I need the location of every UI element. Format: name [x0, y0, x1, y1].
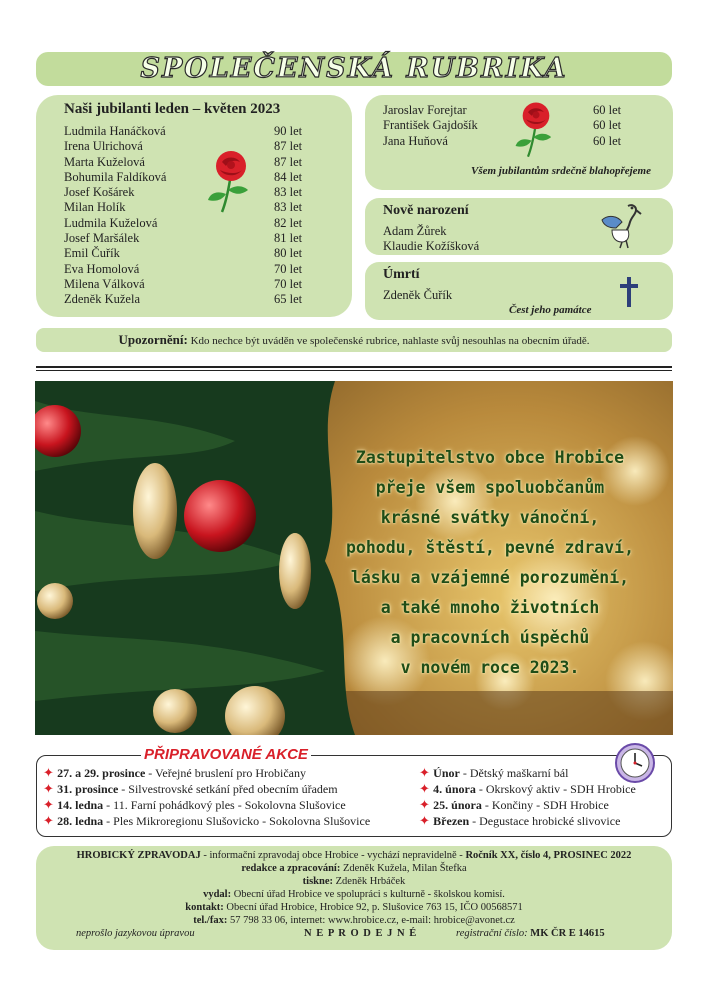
tribute-text: Čest jeho památce — [509, 304, 592, 316]
list-item: František Gajdošík 60 let — [383, 118, 622, 133]
list-item: Milena Válková 70 let — [64, 276, 303, 291]
registration: registrační číslo: MK ČR E 14615 — [456, 928, 605, 939]
list-item: ✦ 27. a 29. prosince - Veřejné bruslení pro Hrobičany — [43, 765, 307, 780]
list-item: Josef Maršálek 81 let — [64, 231, 303, 246]
list-item: Irena Ulrichová 87 let — [64, 139, 303, 154]
divider — [36, 370, 672, 371]
not-for-sale: N E P R O D E J N É — [304, 928, 418, 939]
list-item: Jaroslav Forejtar 60 let — [383, 103, 622, 117]
title-bar — [36, 52, 672, 86]
list-item: ✦ 25. února - Končiny - SDH Hrobice — [419, 797, 609, 812]
footer-line: redakce a zpracování: Zdeněk Kužela, Milan Štefka — [241, 863, 467, 874]
greeting-text: Zastupitelstvo obce Hrobice přeje všem spoluobčanům krásné svátky vánoční, pohodu, štěstí, pevné zdraví, lásku a vzájemné porozumění, a také mnoho životních a pracovních úspěchů v novém roce 2023. — [345, 448, 635, 677]
list-item: ✦ 4. února - Okrskový aktiv - SDH Hrobice — [419, 781, 636, 796]
list-item: ✦ 28. ledna - Ples Mikroregionu Slušovicko - Sokolovna Slušovice — [43, 813, 371, 828]
footer-box — [36, 846, 672, 950]
list-item: ✦ Únor - Dětský maškarní bál — [419, 765, 569, 780]
christmas-photo — [35, 381, 673, 735]
footer-line: HROBICKÝ ZPRAVODAJ - informační zpravodaj obce Hrobice - vychází nepravidelně - Ročník XX, číslo 4, PROSINEC 2022 — [76, 850, 632, 861]
jubilee-box — [36, 95, 352, 317]
list-item: Eva Homolová 70 let — [64, 261, 303, 276]
footer-line: vydal: Obecní úřad Hrobice ve spolupráci s kulturně - školskou komisí. — [203, 889, 505, 900]
list-item: Ludmila Hanáčková 90 let — [64, 124, 303, 138]
list-item: Adam Žůrek — [383, 224, 447, 238]
notice-label: Upozornění: — [118, 332, 188, 347]
births-heading: Nově narození — [383, 203, 469, 218]
proofread-note: neprošlo jazykovou úpravou — [76, 928, 195, 939]
events-box — [36, 746, 672, 837]
list-item: ✦ Březen - Degustace hrobické slivovice — [419, 813, 621, 828]
list-item: Marta Kuželová 87 let — [64, 154, 303, 169]
list-item: Klaudie Kožíšková — [383, 239, 480, 254]
footer-line: tiskne: Zdeněk Hrbáček — [302, 876, 406, 887]
list-item: Emil Čuřík 80 let — [64, 246, 303, 261]
list-item: Zdeněk Kužela 65 let — [64, 292, 303, 307]
list-item: Josef Košárek 83 let — [64, 185, 303, 200]
page-title: SPOLEČENSKÁ RUBRIKA — [140, 53, 568, 84]
divider — [36, 366, 672, 368]
events-heading: PŘIPRAVOVANÉ AKCE — [141, 746, 311, 763]
jubilee-heading: Naši jubilanti leden – květen 2023 — [64, 101, 281, 117]
notice-bar — [36, 328, 672, 352]
deaths-heading: Úmrtí — [383, 267, 420, 282]
clock-icon — [612, 742, 658, 784]
list-item: Milan Holík 83 let — [64, 200, 303, 215]
rose-icon — [512, 99, 560, 161]
list-item: Ludmila Kuželová 82 let — [64, 215, 303, 230]
list-item: Zdeněk Čuřík — [383, 288, 453, 302]
list-item: ✦ 31. prosince - Silvestrovské setkání před obecním úřadem — [43, 781, 338, 796]
notice-text: Kdo nechce být uváděn ve společenské rubrice, nahlaste svůj nesouhlas na obecním úřadě. — [190, 335, 590, 347]
jubilee-wish: Všem jubilantům srdečně blahopřejeme — [471, 165, 651, 177]
list-item: Jana Huňová 60 let — [383, 133, 622, 148]
stork-icon — [598, 200, 642, 250]
rose-icon — [204, 150, 258, 214]
list-item: ✦ 14. ledna - 11. Farní pohádkový ples - Sokolovna Slušovice — [43, 797, 346, 812]
list-item: Bohumila Faldíková 84 let — [64, 169, 303, 184]
footer-line: kontakt: Obecní úřad Hrobice, Hrobice 92, p. Slušovice 763 15, IČO 00568571 — [185, 902, 523, 913]
footer-line: tel./fax: 57 798 33 06, internet: www.hrobice.cz, e-mail: hrobice@avonet.cz — [193, 915, 515, 926]
footer-bottom-row — [36, 927, 672, 941]
cross-icon — [618, 276, 640, 308]
